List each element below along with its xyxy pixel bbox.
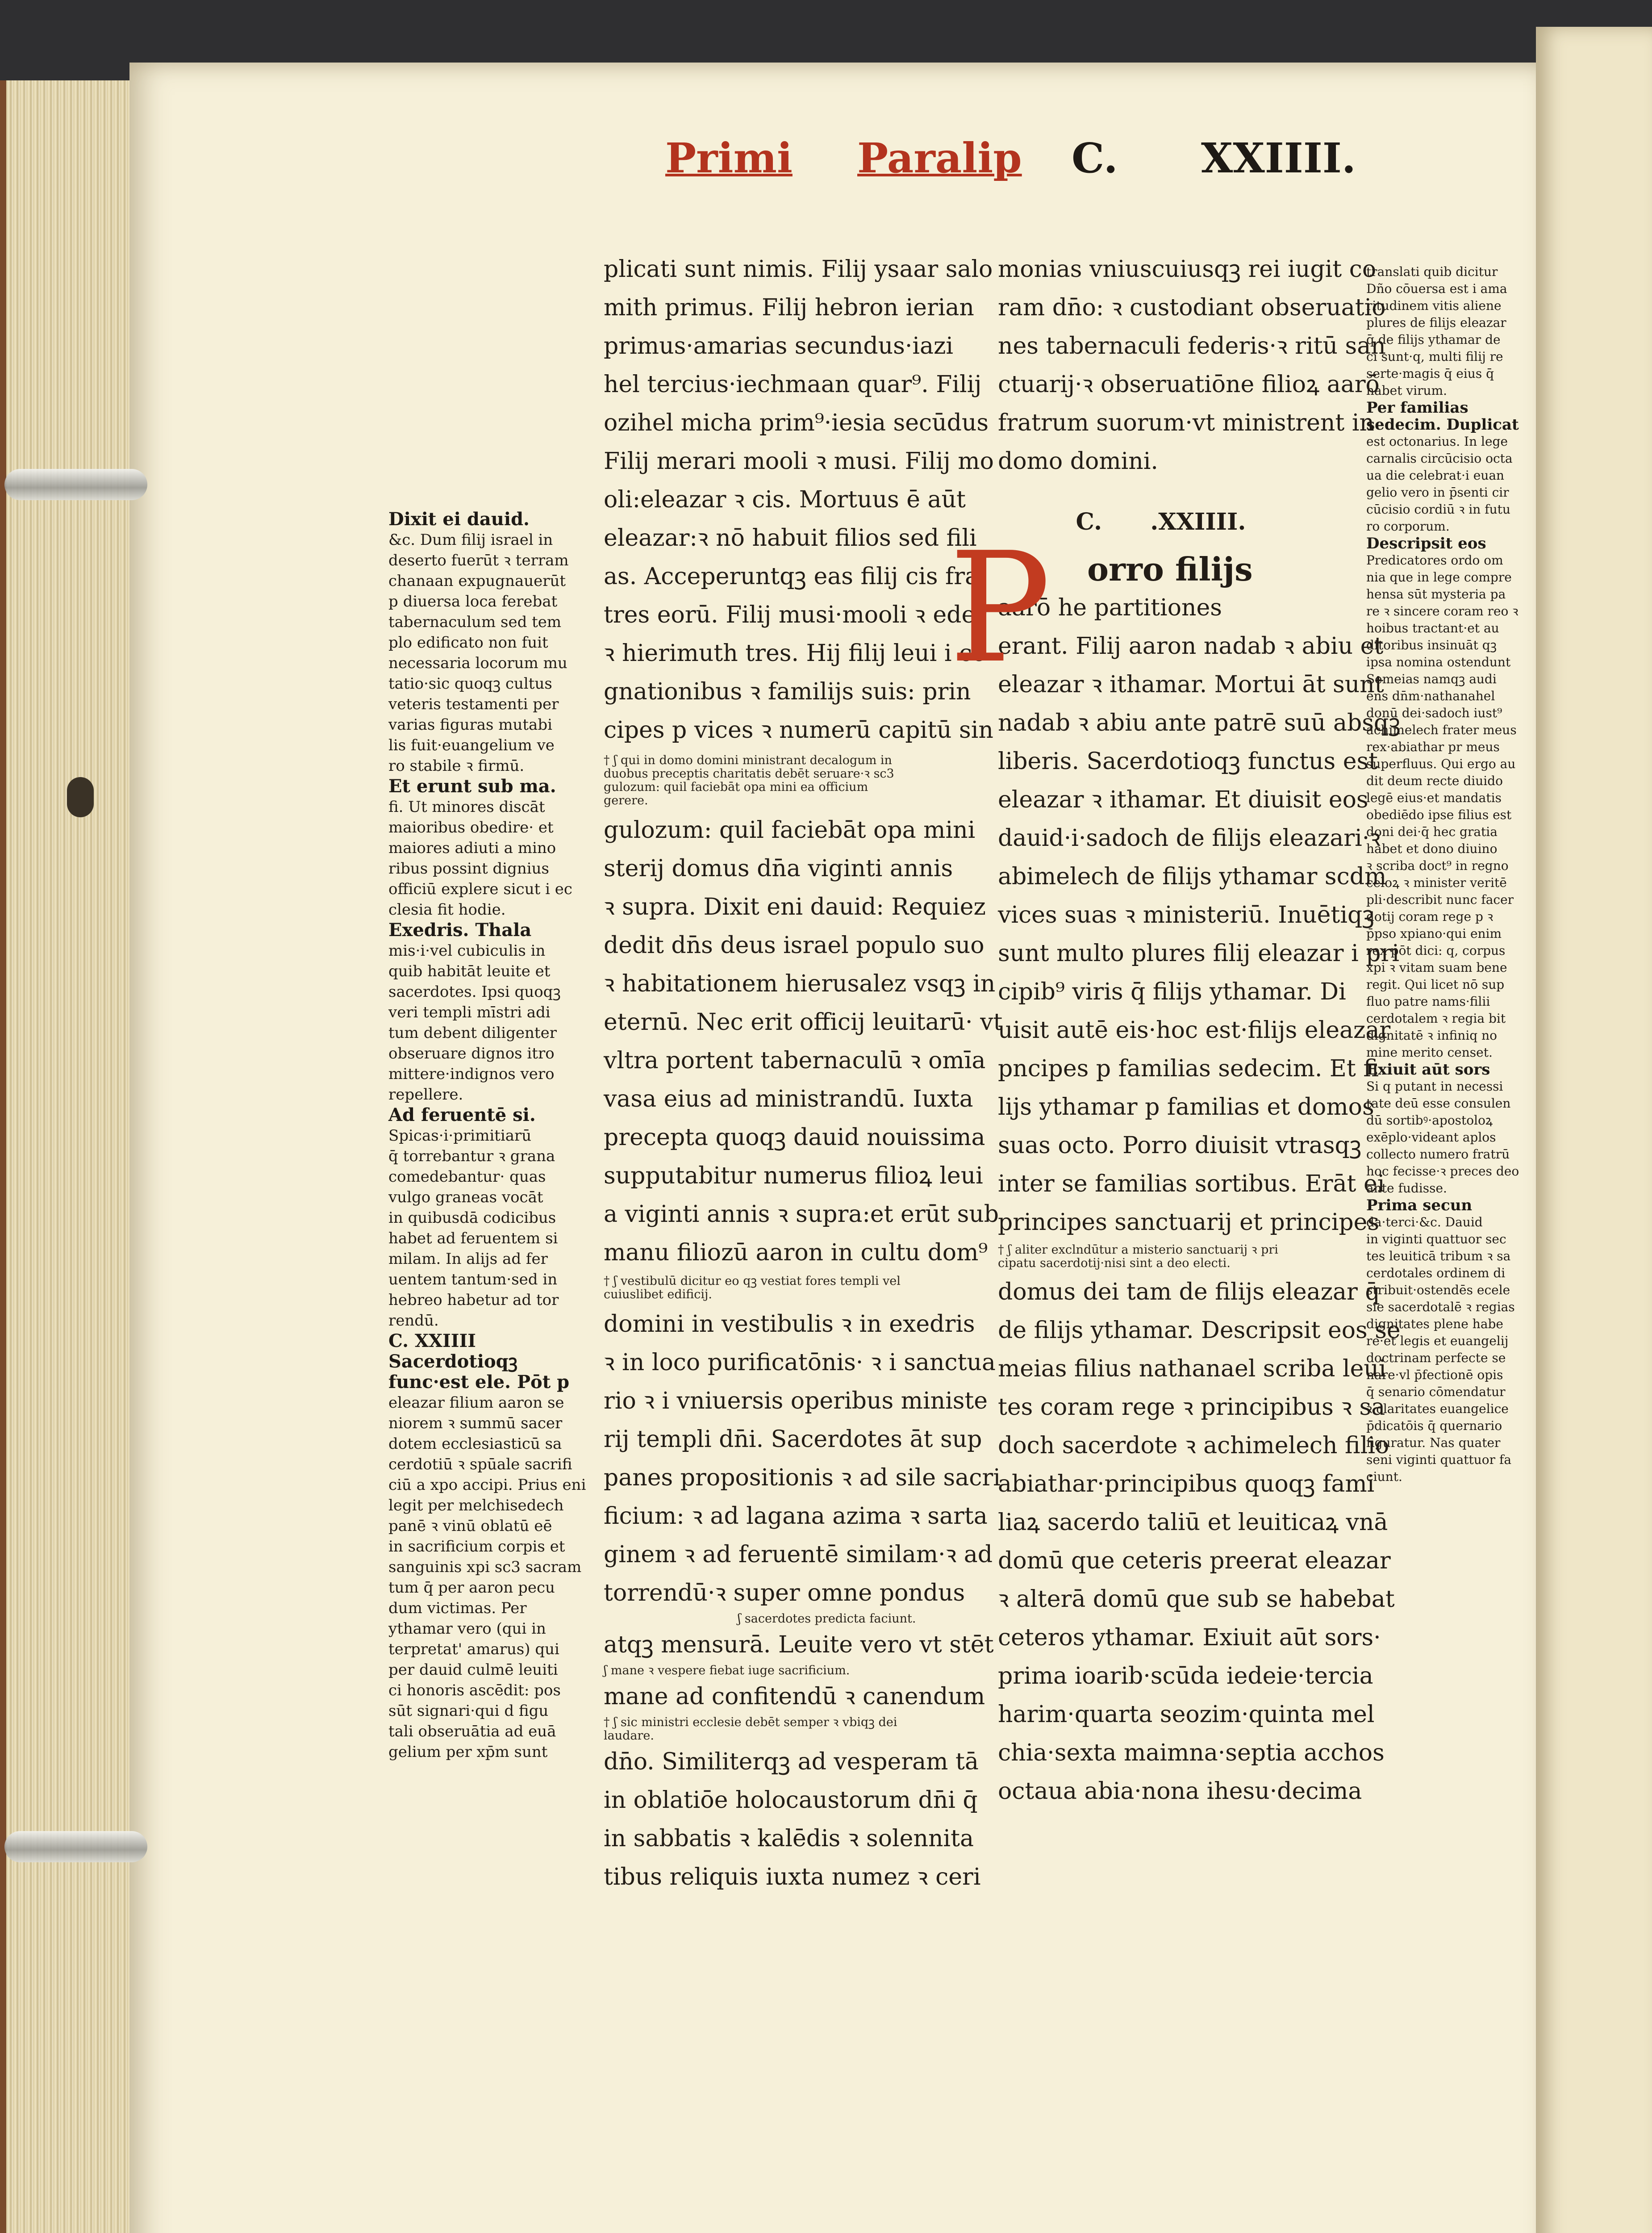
gloss-line: dotem ecclesiasticū sa [388,1435,562,1453]
gloss-line: repellere. [388,1086,463,1104]
text-line: harim·quarta seozim·quinta mel [998,1701,1375,1728]
text-line: inter se familias sortibus. Erāt ei [998,1171,1385,1197]
text-line: abimelech de filijs ythamar scdm [998,863,1387,890]
gloss-line: Si q putant in necessi [1366,1079,1503,1094]
gloss-line: ci honoris ascēdit: pos [388,1681,561,1699]
gloss-line: &c. Dum filij israel in [388,531,553,549]
text-line: domini in vestibulis ꝛ in exedris [604,1311,975,1338]
gloss-line: in viginti quattuor sec [1366,1232,1506,1246]
gloss-line: tate deū esse consulen [1366,1096,1511,1111]
gloss-line: Dño cōuersa est i ama [1366,281,1507,296]
text-line: chia·sexta maimna·septia acchos [998,1740,1385,1766]
gloss-line: gelium per xp̄m sunt [388,1743,548,1761]
gloss-line: tes leuiticā tribum ꝛ sa [1366,1249,1511,1263]
gloss-line: sūt signari·qui d figu [388,1702,549,1720]
text-line: dedit dn̄s deus israel populo suo [604,932,985,959]
opening-words: orro filijs [1087,550,1253,588]
text-line: ꝛ alterā domū que sub se habebat [998,1586,1395,1613]
text-line: mane ad confitendū ꝛ canendum [604,1683,985,1710]
gloss-line: superfluus. Qui ergo au [1366,757,1516,771]
text-line: nes tabernaculi federis·ꝛ ritū san [998,333,1386,360]
gloss-line: per dauid culmē leuiti [388,1661,558,1679]
gloss-line: rex·abiathar pr meus [1366,740,1500,754]
gloss-line: re ꝛ sincere coram reo ꝛ [1366,604,1519,619]
text-line: gulozum: quil faciebāt opa mini [604,817,976,844]
gloss-line: fi. Ut minores discāt [388,798,545,816]
text-line: ctuarij·ꝛ obseruatiōne filioꝝ aarō [998,371,1380,398]
gloss-line: da·terci·&c. Dauid [1366,1215,1483,1229]
gloss-line: cerdotiū ꝛ spūale sacrifi [388,1455,572,1473]
gloss-line: deserto fuerūt ꝛ terram [388,552,569,569]
gloss-line: regit. Qui licet nō sup [1366,977,1505,992]
gloss-line: p diuersa loca ferebat [388,593,558,611]
gloss-line: dignitates plene habe [1366,1317,1504,1331]
text-line: manu filiozū aaron in cultu dom⁹ [604,1239,988,1266]
gloss-line: p̄pso xpiano·qui enim [1366,926,1502,941]
gloss-line: plures de filijs eleazar [1366,315,1506,330]
gloss-line: plo edificato non fuit [388,634,548,652]
text-line: fratrum suorum·vt ministrent in [998,410,1374,436]
gloss-line: ditoribus insinuāt qꝫ [1366,638,1497,652]
text-line: monias vniuscuiusqꝫ rei iugit co [998,256,1377,283]
gloss-line: dotij coram rege p ꝛ [1366,909,1493,924]
marginal-note: † ʃ sic ministri ecclesie debēt semper ꝛ vbiqꝫ dei laudare. [604,1715,897,1743]
text-line: abiathar·principibus quoqꝫ fami [998,1471,1375,1497]
text-line: rij templi dn̄i. Sacerdotes āt sup [604,1426,982,1453]
marginal-note: † ʃ qui in domo domini ministrant decalogum in duobus preceptis charitatis debēt seruare·ꝛ sc3 gulozum: quil faciebāt opa mini ea officium gerere. [604,753,894,807]
gloss-line: varias figuras mutabi [388,716,552,734]
gloss-line: obediēdo ipse filius est [1366,807,1512,822]
gloss-line: p̄dicatōis q̄ quernario [1366,1418,1502,1433]
marginal-note: ʃ sacerdotes predicta faciunt. [738,1612,916,1626]
text-line: tibus reliquis iuxta numez ꝛ ceri [604,1864,981,1890]
text-line: ginem ꝛ ad feruentē similam·ꝛ ad [604,1541,993,1568]
gloss-line: sedecim. Duplicat [1366,416,1519,434]
gloss-line: tum q̄ per aaron pecu [388,1579,555,1597]
text-line: a viginti annis ꝛ supra:et erūt sub [604,1201,999,1228]
gloss-line: panē ꝛ vinū oblatū eē [388,1517,552,1535]
text-line: eleazar ꝛ ithamar. Et diuisit eos [998,786,1368,813]
decorated-initial: P [949,520,1051,697]
gloss-line: cūcisio cordiū ꝛ in futu [1366,502,1510,517]
gloss-line: legit per melchisedech [388,1497,564,1514]
text-line: hel tercius·iechmaan quar⁹. Filij [604,371,982,398]
gloss-line: legē eius·et mandatis [1366,790,1502,805]
text-line: primus·amarias secundus·iazi [604,333,954,360]
gloss-line: nare·vl p̄fectionē opis [1366,1367,1503,1382]
gloss-line: achimelech frater meus [1366,723,1517,737]
text-line: ꝛ hierimuth tres. Hij filij leui i co [604,640,986,667]
left-gloss-column [388,509,586,1762]
gloss-line: clesia fit hodie. [388,901,506,919]
right-gloss-column [1366,263,1519,1485]
text-line: eleazar ꝛ ithamar. Mortui āt sunt [998,671,1384,698]
gloss-line: ciū a xpo accipi. Prius eni [388,1476,586,1494]
gloss-line: Descripsit eos [1366,535,1486,552]
gloss-line: celoꝝ ꝛ minister veritē [1366,875,1507,890]
text-line: lijs ythamar p familias et domos [998,1094,1374,1121]
running-head-chapter-number: XXIIII. [1201,134,1356,182]
gloss-line: C. XXIIII [388,1330,476,1351]
text-line: meias filius nathanael scriba leui [998,1355,1386,1382]
gloss-line: tali obseruātia ad euā [388,1723,556,1740]
gloss-line: ythamar vero (qui in [388,1620,546,1638]
gloss-line: ribus possint dignius [388,860,549,878]
text-line: eternū. Nec erit officij leuitarū· vt [604,1009,1003,1036]
gloss-line: q̄ senario cōmendatur [1366,1384,1506,1399]
text-line: ceteros ythamar. Exiuit aūt sors· [998,1624,1381,1651]
gloss-line: sie sacerdotalē ꝛ regias [1366,1300,1515,1314]
text-line: principes sanctuarij et principes [998,1209,1380,1236]
gloss-line: maiores adiuti a mino [388,839,556,857]
binding-hole [67,777,94,817]
chapter-heading-label: C. [1076,508,1102,535]
running-head-title: Paralip [857,134,1022,182]
gloss-line: dum victimas. Per [388,1599,527,1617]
gloss-line: figuratur. Nas quater [1366,1435,1501,1450]
gloss-line: necessaria locorum mu [388,654,567,672]
gloss-line: gelio vero in p̄senti cir [1366,485,1509,500]
gloss-line: ro stabile ꝛ firmū. [388,757,525,775]
running-head-book: Primi [665,134,793,182]
text-line: ꝛ in loco purificatōnis· ꝛ i sanctua [604,1349,996,1376]
text-line: ꝛ supra. Dixit eni dauid: Requiez [604,894,986,920]
gloss-line: ꝛ scriba doct⁹ in regno [1366,858,1509,873]
gloss-line: terpretat' amarus) qui [388,1640,559,1658]
gloss-line: mine merito censet. [1366,1045,1493,1060]
gloss-line: tum debent diligenter [388,1024,557,1042]
gloss-line: cerdotales ordinem di [1366,1266,1506,1280]
gloss-line: quib habitāt leuite et [388,962,551,980]
text-line: liaꝝ sacerdo taliū et leuiticaꝝ vnā [998,1509,1388,1536]
gloss-line: q̄ torrebantur ꝛ grana [388,1147,555,1165]
gloss-line: xpi ꝛ vitam suam bene [1366,960,1507,975]
gloss-line: ro corporum. [1366,519,1450,534]
gloss-line: serte·magis q̄ eius q̄ [1366,366,1494,381]
gloss-line: dit deum recte diuido [1366,774,1503,788]
gloss-line: re·et legis et euangelij [1366,1334,1509,1348]
gloss-line: carnalis circūcisio octa [1366,451,1513,466]
text-line: cipib⁹ viris q̄ filijs ythamar. Di [998,979,1346,1005]
gloss-line: pli·describit nunc facer [1366,892,1514,907]
text-line: aarō he partitiones [998,594,1222,621]
gloss-line: seni viginti quattuor fa [1366,1452,1512,1467]
text-line: domū que ceteris preerat eleazar [998,1547,1391,1574]
text-line: uisit autē eis·hoc est·filijs eleazar [998,1017,1391,1044]
gloss-line: ua die celebrat·i euan [1366,468,1505,483]
page-clip-top [4,469,147,500]
page-clip-bottom [4,1831,147,1862]
gloss-line: lis fuit·euangelium ve [388,736,555,754]
gloss-line: habet et dono diuino [1366,841,1498,856]
gloss-line: comedebantur· quas [388,1168,546,1186]
text-line: sunt multo plures filij eleazar i pri [998,940,1400,967]
text-line: ram dn̄o: ꝛ custodiant obseruatio [998,294,1386,321]
text-line: liberis. Sacerdotioqꝫ functus est [998,748,1378,775]
text-line: domus dei tam de filijs eleazar q̄ [998,1279,1380,1305]
gloss-line: veri templi mīstri adi [388,1004,551,1021]
text-line: mith primus. Filij hebron ierian [604,294,974,321]
gloss-line: Semeias namqꝫ audi [1366,672,1497,686]
text-line: tres eorū. Filij musi·mooli ꝛ eder [604,602,987,628]
marginal-note: † ʃ aliter exclndūtur a misterio sanctuarij ꝛ pri cipatu sacerdotij·nisi sint a deo electi. [998,1243,1278,1270]
gloss-line: rex pōt dici: q, corpus [1366,943,1506,958]
gloss-line: ante fudisse. [1366,1181,1447,1196]
gloss-line: hensa sūt mysteria pa [1366,587,1506,602]
gloss-line: ritudinem vitis aliene [1366,298,1502,313]
gloss-line: Et erunt sub ma. [388,776,556,797]
text-line: ꝛ habitationem hierusalez vsqꝫ in [604,970,996,997]
gloss-line: fluo patre nams·filii [1366,994,1490,1009]
text-line: nadab ꝛ abiu ante patrē suū absqꝫ [998,710,1401,736]
running-head-chapter-label: C. [1072,134,1118,182]
gloss-line: sacerdotes. Ipsi quoqꝫ [388,983,561,1001]
gloss-line: officiū explere sicut i ec [388,880,572,898]
gloss-line: doni dei·q̄ hec gratia [1366,824,1498,839]
text-line: de filijs ythamar. Descripsit eos se [998,1317,1401,1344]
gloss-line: eleazar filium aaron se [388,1394,564,1412]
gloss-line: tabernaculum sed tem [388,613,562,631]
text-line: dauid·i·sadoch de filijs eleazari·ꝛ [998,825,1381,852]
gloss-line: habet ad feruentem si [388,1229,558,1247]
running-head [652,134,1356,197]
middle-text-column [604,250,1003,1896]
text-line: cipes p vices ꝛ numerū capitū sin [604,717,993,744]
text-line: atqꝫ mensurā. Leuite vero vt stēt [604,1631,994,1658]
text-line: octaua abia·nona ihesu·decima [998,1778,1362,1805]
text-line: panes propositionis ꝛ ad sile sacri [604,1464,1001,1491]
chapter-heading-number: .XXIIII. [1150,508,1246,535]
text-line: vices suas ꝛ ministeriū. Inuētiqꝫ [998,902,1374,928]
text-line: as. Acceperuntqꝫ eas filij cis fra [604,563,979,590]
text-line: torrendū·ꝛ super omne pondus [604,1580,965,1606]
text-line: in oblatiōe holocaustorum dn̄i q̄ [604,1787,978,1814]
text-line: doch sacerdote ꝛ achimelech filio [998,1432,1389,1459]
gloss-line: exēplo·videant aplos [1366,1130,1496,1145]
text-line: domo domini. [998,448,1158,475]
gloss-line: Spicas·i·primitiarū [388,1127,532,1145]
gloss-line: niorem ꝛ summū sacer [388,1414,563,1432]
text-line: vltra portent tabernaculū ꝛ omīa [604,1047,986,1074]
text-line: vasa eius ad ministrandū. Iuxta [604,1086,973,1112]
gloss-line: Exiuit aūt sors [1366,1061,1490,1079]
gloss-line: Ad feruentē si. [388,1104,536,1125]
gloss-line: stribuit·ostendēs ecele [1366,1283,1510,1297]
gloss-line: dignitatē ꝛ infiniq no [1366,1028,1497,1043]
book-fore-edge [0,80,134,2233]
gloss-line: hoibus tractant·et au [1366,621,1499,636]
gloss-line: collecto numero fratrū [1366,1147,1510,1162]
gloss-line: veteris testamenti per [388,695,559,713]
gloss-line: uentem tantum·sed in [388,1271,558,1288]
gloss-line: Per familias [1366,399,1468,417]
gloss-line: obseruare dignos itro [388,1045,555,1062]
gloss-line: ꝛ claritates euangelice [1366,1401,1509,1416]
text-line: pncipes p familias sedecim. Et fi [998,1055,1379,1082]
marginal-note: † ʃ vestibulū dicitur eo qꝫ vestiat fores templi vel cuiuslibet edificij. [604,1274,901,1301]
gloss-line: doctrinam perfecte se [1366,1351,1506,1365]
gloss-line: vulgo graneas vocāt [388,1188,543,1206]
text-line: eleazar:ꝛ nō habuit filios sed fili [604,525,977,552]
gloss-line: maioribus obedire· et [388,819,554,836]
gloss-line: ciunt. [1366,1469,1402,1484]
gloss-line: mis·i·vel cubiculis in [388,942,546,960]
text-line: tes coram rege ꝛ principibus ꝛ sa [998,1394,1385,1421]
gloss-line: est octonarius. In lege [1366,434,1508,449]
text-line: precepta quoqꝫ dauid nouissima [604,1124,985,1151]
text-line: suas octo. Porro diuisit vtrasqꝫ [998,1132,1362,1159]
gloss-line: func·est ele. Pōt p [388,1372,570,1392]
text-line: plicati sunt nimis. Filij ysaar salo [604,256,993,283]
gloss-line: ipsa nomina ostendunt [1366,655,1511,669]
gloss-line: sanguinis xpi sc3 sacram [388,1558,582,1576]
text-line: erant. Filij aaron nadab ꝛ abiu et [998,633,1384,660]
gloss-line: habet virum. [1366,383,1448,398]
gloss-line: mittere·indignos vero [388,1065,555,1083]
text-line: ozihel micha prim⁹·iesia secūdus [604,410,989,436]
gloss-line: tatio·sic quoqꝫ cultus [388,675,552,693]
gloss-line: donū dei·sadoch iust⁹ [1366,706,1502,720]
text-line: sterij domus dn̄a viginti annis [604,855,953,882]
gloss-line: cerdotalem ꝛ regia bit [1366,1011,1506,1026]
marginal-note: ʃ mane ꝛ vespere fiebat iuge sacrificium. [604,1664,850,1677]
text-line: ficium: ꝛ ad lagana azima ꝛ sarta [604,1503,988,1530]
gloss-line: hebreo habetur ad tor [388,1291,559,1309]
gloss-line: ci sunt·q, multi filij re [1366,349,1503,364]
text-line: in sabbatis ꝛ kalēdis ꝛ solennita [604,1825,974,1852]
gloss-line: nia que in lege compre [1366,570,1512,585]
gloss-line: in sacrificium corpis et [388,1538,565,1556]
text-line: rio ꝛ i vniuersis operibus ministe [604,1388,988,1414]
gloss-line: q̄ de filijs ythamar de [1366,332,1501,347]
gloss-line: chanaan expugnauerūt [388,572,566,590]
gloss-line: milam. In alijs ad fer [388,1250,548,1268]
facing-page-edge [1536,27,1652,2233]
gloss-line: in quibusdā codicibus [388,1209,556,1227]
text-line: supputabitur numerus filioꝝ leui [604,1162,983,1189]
text-line: oli:eleazar ꝛ cis. Mortuus ē aūt [604,486,966,513]
gloss-line: Dixit ei dauid. [388,509,530,530]
gloss-line: hoc fecisse·ꝛ preces deo [1366,1164,1519,1179]
gloss-line: Predicatores ordo om [1366,553,1503,568]
text-line: Filij merari mooli ꝛ musi. Filij mo [604,448,994,475]
text-line: dn̄o. Similiterqꝫ ad vesperam tā [604,1748,979,1775]
gloss-line: translati quib dicitur [1366,264,1498,279]
gloss-line: Prima secun [1366,1196,1473,1214]
gloss-line: dū sortibꝰ·apostoloꝝ [1366,1113,1493,1128]
gloss-line: ens dn̄m·nathanahel [1366,689,1495,703]
gloss-line: Sacerdotioqꝫ [388,1351,518,1372]
gloss-line: Exedris. Thala [388,920,532,941]
text-line: prima ioarib·scūda iedeie·tercia [998,1663,1373,1689]
text-line: gnationibus ꝛ familijs suis: prin [604,678,971,705]
gloss-line: rendū. [388,1312,439,1330]
